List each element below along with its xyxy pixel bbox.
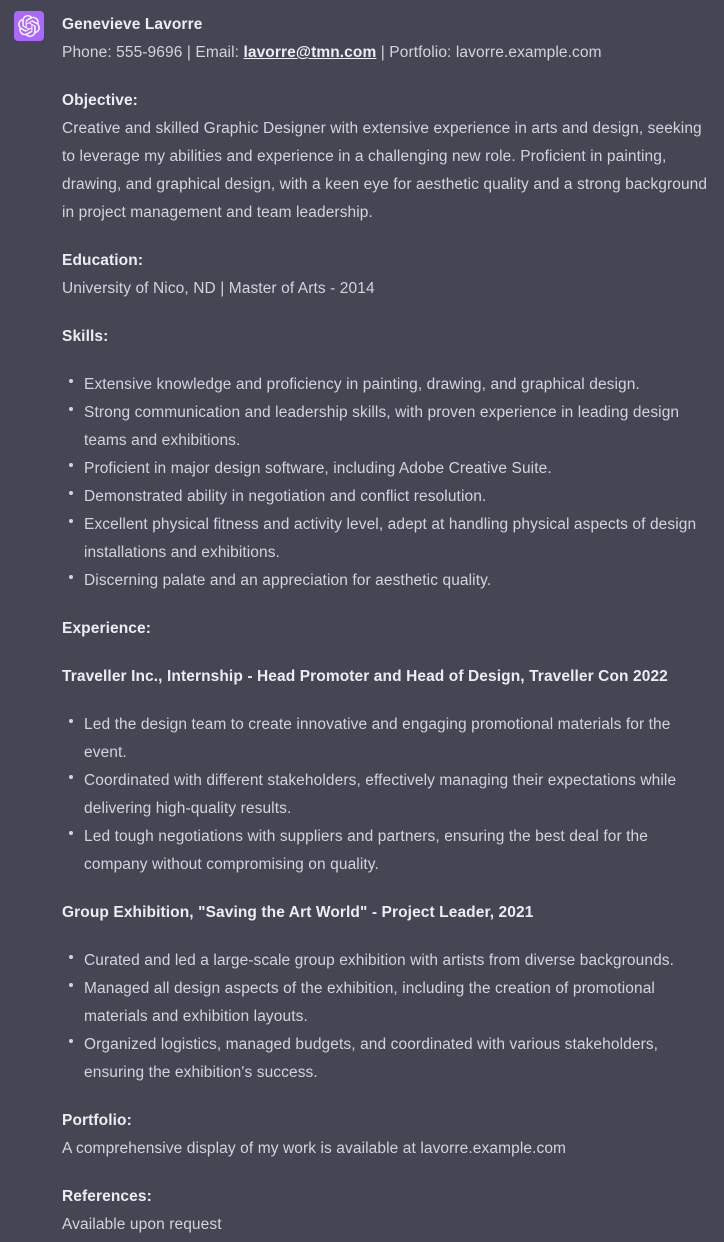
- bullet-icon: [69, 831, 73, 835]
- experience-heading: Experience:: [62, 620, 151, 637]
- bullet-icon: [69, 983, 73, 987]
- list-item: [84, 483, 708, 511]
- job-title-paragraph: [62, 899, 708, 927]
- references-paragraph: [62, 1183, 708, 1239]
- list-item-text: Curated and led a large-scale group exhibition with artists from diverse backgrounds.: [84, 952, 675, 969]
- objective-text: Creative and skilled Graphic Designer with extensive experience in arts and design, seeking to leverage my abilities and experience in a challenging new role. Proficient in painting, drawing, and graphical design, with a keen eye for aesthetic quality and a strong background in project management and team leadership.: [62, 120, 708, 221]
- education-paragraph: [62, 247, 708, 303]
- job-bullets-list: [62, 711, 708, 879]
- list-item: [84, 455, 708, 483]
- bullet-icon: [69, 1039, 73, 1043]
- bullet-icon: [69, 955, 73, 959]
- education-heading: Education:: [62, 252, 144, 269]
- objective-paragraph: [62, 87, 708, 227]
- list-item: [84, 711, 708, 767]
- assistant-avatar: [14, 11, 44, 41]
- openai-logo-icon: [18, 15, 40, 37]
- list-item-text: Extensive knowledge and proficiency in painting, drawing, and graphical design.: [84, 376, 640, 393]
- list-item: [84, 511, 708, 567]
- bullet-icon: [69, 379, 73, 383]
- list-item-text: Proficient in major design software, including Adobe Creative Suite.: [84, 460, 552, 477]
- list-item-text: Demonstrated ability in negotiation and conflict resolution.: [84, 488, 487, 505]
- skills-heading-paragraph: [62, 323, 708, 351]
- references-text: Available upon request: [62, 1216, 222, 1233]
- job-bullets-list: [62, 947, 708, 1087]
- list-item: [84, 399, 708, 455]
- header-paragraph: [62, 11, 708, 67]
- bullet-icon: [69, 519, 73, 523]
- list-item: [84, 947, 708, 975]
- job-title: Group Exhibition, "Saving the Art World" - Project Leader, 2021: [62, 904, 534, 921]
- job-title-paragraph: [62, 663, 708, 691]
- skills-heading: Skills:: [62, 328, 109, 345]
- email-link[interactable]: lavorre@tmn.com: [243, 44, 377, 61]
- bullet-icon: [69, 775, 73, 779]
- skills-list: [62, 371, 708, 595]
- contact-prefix: Phone: 555-9696 | Email:: [62, 44, 244, 61]
- bullet-icon: [69, 491, 73, 495]
- bullet-icon: [69, 407, 73, 411]
- list-item: [84, 975, 708, 1031]
- list-item-text: Excellent physical fitness and activity level, adept at handling physical aspects of design installations and exhibitions.: [84, 516, 697, 561]
- candidate-name: Genevieve Lavorre: [62, 16, 203, 33]
- list-item-text: Strong communication and leadership skills, with proven experience in leading design teams and exhibitions.: [84, 404, 680, 449]
- objective-heading: Objective:: [62, 92, 138, 109]
- list-item: [84, 371, 708, 399]
- experience-heading-paragraph: [62, 615, 708, 643]
- job-title: Traveller Inc., Internship - Head Promoter and Head of Design, Traveller Con 2022: [62, 668, 668, 685]
- list-item-text: Coordinated with different stakeholders, effectively managing their expectations while delivering high-quality results.: [84, 772, 677, 817]
- list-item: [84, 823, 708, 879]
- bullet-icon: [69, 719, 73, 723]
- list-item: [84, 1031, 708, 1087]
- list-item-text: Organized logistics, managed budgets, and coordinated with various stakeholders, ensuring the exhibition's success.: [84, 1036, 659, 1081]
- list-item-text: Discerning palate and an appreciation for aesthetic quality.: [84, 572, 492, 589]
- portfolio-paragraph: [62, 1107, 708, 1163]
- bullet-icon: [69, 575, 73, 579]
- portfolio-text: A comprehensive display of my work is available at lavorre.example.com: [62, 1140, 567, 1157]
- list-item: [84, 567, 708, 595]
- portfolio-heading: Portfolio:: [62, 1112, 132, 1129]
- list-item: [84, 767, 708, 823]
- references-heading: References:: [62, 1188, 152, 1205]
- bullet-icon: [69, 463, 73, 467]
- resume-content: [62, 11, 708, 1242]
- list-item-text: Managed all design aspects of the exhibition, including the creation of promotional materials and exhibition layouts.: [84, 980, 655, 1025]
- contact-suffix: | Portfolio: lavorre.example.com: [376, 44, 602, 61]
- list-item-text: Led the design team to create innovative and engaging promotional materials for the event.: [84, 716, 671, 761]
- education-text: University of Nico, ND | Master of Arts - 2014: [62, 280, 375, 297]
- list-item-text: Led tough negotiations with suppliers and partners, ensuring the best deal for the company without compromising on quality.: [84, 828, 648, 873]
